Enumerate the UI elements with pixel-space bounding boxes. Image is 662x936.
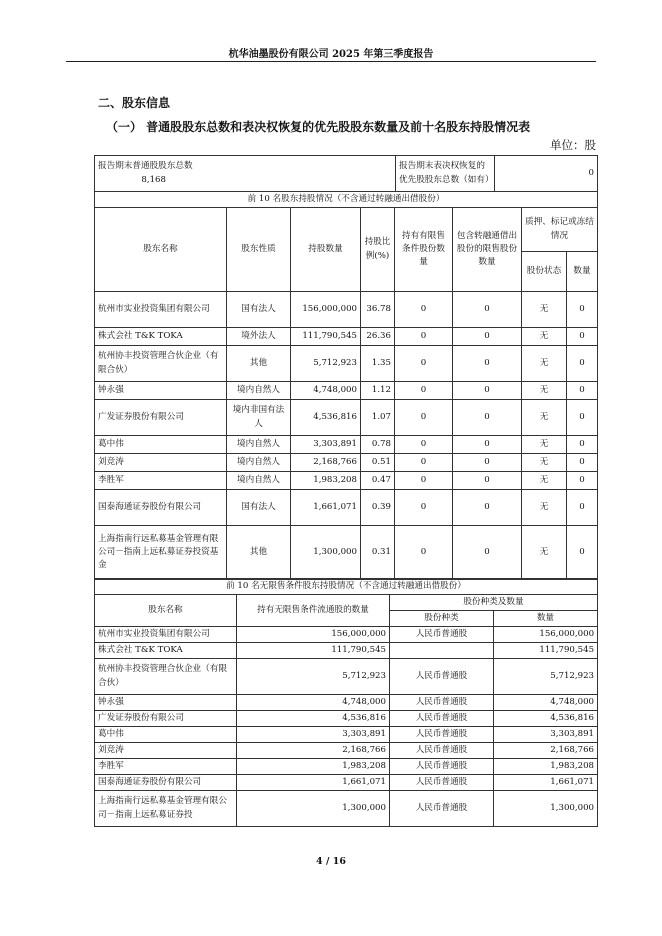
summary-value-preferred: 0 [495, 156, 598, 192]
pledge-status: 无 [522, 472, 567, 490]
pledge-status: 无 [522, 382, 567, 400]
shareholder-name: 葛中伟 [95, 436, 227, 454]
col-header-shares: 持股数量 [291, 208, 361, 292]
share-ratio: 36.78 [361, 292, 395, 328]
pledge-qty: 0 [567, 454, 598, 472]
restricted-shares: 0 [395, 472, 453, 490]
page-number: 4 / 16 [316, 856, 346, 867]
header-divider [66, 61, 596, 62]
pledge-qty: 0 [567, 400, 598, 436]
shareholder-name: 钟永强 [95, 382, 227, 400]
pledge-qty: 0 [567, 346, 598, 382]
share-amount: 1,300,000 [494, 791, 598, 827]
share-amount: 1,983,208 [494, 759, 598, 775]
share-count: 5,712,923 [291, 346, 361, 382]
share-ratio: 0.78 [361, 436, 395, 454]
table-row [95, 759, 598, 775]
lent-shares: 0 [453, 490, 522, 526]
pledge-status: 无 [522, 436, 567, 454]
share-ratio: 1.12 [361, 382, 395, 400]
col-header-type-group: 股份种类及数量 [390, 595, 598, 611]
table-row [95, 292, 598, 328]
shareholder-nature: 国有法人 [227, 490, 291, 526]
restricted-shares: 0 [395, 292, 453, 328]
unrestricted-shareholders-table [94, 578, 598, 827]
share-type [390, 643, 494, 659]
pledge-status: 无 [522, 346, 567, 382]
pledge-status: 无 [522, 454, 567, 472]
unrestricted-qty: 4,536,816 [237, 711, 390, 727]
share-count: 156,000,000 [291, 292, 361, 328]
col-header-nature: 股东性质 [227, 208, 291, 292]
shareholder-name: 葛中伟 [95, 727, 237, 743]
table-row [95, 328, 598, 346]
table-row [95, 436, 598, 454]
unrestricted-caption: 前 10 名无限售条件股东持股情况（不含通过转融通出借股份） [95, 579, 598, 595]
share-ratio: 0.31 [361, 526, 395, 580]
shareholder-name: 广发证券股份有限公司 [95, 400, 227, 436]
restricted-shares: 0 [395, 436, 453, 454]
shareholder-name: 李胜军 [95, 759, 237, 775]
pledge-status: 无 [522, 526, 567, 580]
shareholder-nature: 境内自然人 [227, 454, 291, 472]
share-ratio: 0.39 [361, 490, 395, 526]
lent-shares: 0 [453, 382, 522, 400]
col-header-name: 股东名称 [95, 208, 227, 292]
table-row [95, 382, 598, 400]
share-ratio: 1.35 [361, 346, 395, 382]
table-row [95, 727, 598, 743]
top10-shareholders-table [94, 191, 598, 580]
summary-label-common: 报告期末普通股股东总数8,168 [95, 156, 396, 192]
share-amount: 3,303,891 [494, 727, 598, 743]
pledge-qty: 0 [567, 526, 598, 580]
unrestricted-qty: 4,748,000 [237, 695, 390, 711]
table-row [95, 627, 598, 643]
shareholder-name: 杭州协丰投资管理合伙企业（有限合伙） [95, 659, 237, 695]
col-header-restricted: 持有有限售条件股份数量 [395, 208, 453, 292]
page-header: 杭华油墨股份有限公司 2025 年第三季度报告 [228, 49, 434, 60]
shareholder-nature: 境内自然人 [227, 472, 291, 490]
pledge-status: 无 [522, 292, 567, 328]
share-type: 人民币普通股 [390, 695, 494, 711]
col-header-unrestricted-qty: 持有无限售条件流通股的数量 [237, 595, 390, 627]
share-type: 人民币普通股 [390, 743, 494, 759]
unrestricted-qty: 3,303,891 [237, 727, 390, 743]
table-row [95, 643, 598, 659]
table-row [95, 526, 598, 580]
share-ratio: 0.47 [361, 472, 395, 490]
unrestricted-qty: 5,712,923 [237, 659, 390, 695]
lent-shares: 0 [453, 400, 522, 436]
pledge-qty: 0 [567, 382, 598, 400]
shareholder-nature: 境内非国有法人 [227, 400, 291, 436]
share-count: 4,536,816 [291, 400, 361, 436]
table-row [95, 400, 598, 436]
share-type: 人民币普通股 [390, 759, 494, 775]
restricted-shares: 0 [395, 382, 453, 400]
shareholder-name: 刘竞涛 [95, 743, 237, 759]
share-type: 人民币普通股 [390, 659, 494, 695]
share-amount: 2,168,766 [494, 743, 598, 759]
unrestricted-qty: 156,000,000 [237, 627, 390, 643]
table-row [95, 743, 598, 759]
pledge-status: 无 [522, 328, 567, 346]
unrestricted-qty: 1,300,000 [237, 791, 390, 827]
table-row [95, 454, 598, 472]
lent-shares: 0 [453, 472, 522, 490]
lent-shares: 0 [453, 526, 522, 580]
col-header-ratio: 持股比例(%) [361, 208, 395, 292]
share-amount: 4,748,000 [494, 695, 598, 711]
col-header-status: 股份状态 [522, 252, 567, 292]
col-header-amount: 数量 [494, 611, 598, 627]
top10-caption: 前 10 名股东持股情况（不含通过转融通出借股份） [95, 192, 598, 208]
summary-label-preferred: 报告期末表决权恢复的优先股股东总数（如有） [396, 156, 495, 192]
share-amount: 1,661,071 [494, 775, 598, 791]
pledge-status: 无 [522, 400, 567, 436]
restricted-shares: 0 [395, 328, 453, 346]
restricted-shares: 0 [395, 346, 453, 382]
shareholder-name: 上海指南行远私募基金管理有限公司－指南上远私募证券投资基金 [95, 526, 227, 580]
share-count: 1,300,000 [291, 526, 361, 580]
lent-shares: 0 [453, 292, 522, 328]
pledge-qty: 0 [567, 436, 598, 454]
col-header-type: 股份种类 [390, 611, 494, 627]
shareholder-name: 杭州市实业投资集团有限公司 [95, 627, 237, 643]
shareholder-name: 杭州协丰投资管理合伙企业（有限合伙） [95, 346, 227, 382]
shareholder-name: 株式会社 T&K TOKA [95, 328, 227, 346]
shareholder-nature: 国有法人 [227, 292, 291, 328]
table-row [95, 791, 598, 827]
share-amount: 111,790,545 [494, 643, 598, 659]
pledge-qty: 0 [567, 490, 598, 526]
shareholder-name: 国泰海通证券股份有限公司 [95, 775, 237, 791]
unrestricted-qty: 111,790,545 [237, 643, 390, 659]
shareholder-nature: 境内自然人 [227, 382, 291, 400]
share-ratio: 1.07 [361, 400, 395, 436]
summary-value-common: 8,168 [141, 174, 166, 185]
restricted-shares: 0 [395, 400, 453, 436]
share-count: 2,168,766 [291, 454, 361, 472]
shareholder-nature: 境外法人 [227, 328, 291, 346]
share-count: 4,748,000 [291, 382, 361, 400]
col-header-qty: 数量 [567, 252, 598, 292]
col-header-lent: 包含转融通借出股份的限售股份数量 [453, 208, 522, 292]
share-type: 人民币普通股 [390, 727, 494, 743]
share-type: 人民币普通股 [390, 791, 494, 827]
share-type: 人民币普通股 [390, 775, 494, 791]
table-row [95, 775, 598, 791]
lent-shares: 0 [453, 436, 522, 454]
restricted-shares: 0 [395, 454, 453, 472]
shareholder-name: 株式会社 T&K TOKA [95, 643, 237, 659]
share-count: 1,983,208 [291, 472, 361, 490]
unrestricted-qty: 1,983,208 [237, 759, 390, 775]
share-amount: 4,536,816 [494, 711, 598, 727]
share-type: 人民币普通股 [390, 711, 494, 727]
shareholder-name: 杭州市实业投资集团有限公司 [95, 292, 227, 328]
pledge-qty: 0 [567, 472, 598, 490]
unrestricted-qty: 2,168,766 [237, 743, 390, 759]
pledge-status: 无 [522, 490, 567, 526]
shareholder-name: 广发证券股份有限公司 [95, 711, 237, 727]
unrestricted-qty: 1,661,071 [237, 775, 390, 791]
share-count: 111,790,545 [291, 328, 361, 346]
shareholder-name: 刘竞涛 [95, 454, 227, 472]
table-row [95, 711, 598, 727]
shareholder-summary-table [94, 155, 598, 192]
share-count: 3,303,891 [291, 436, 361, 454]
shareholder-name: 李胜军 [95, 472, 227, 490]
section-title: 二、股东信息 [98, 96, 171, 110]
table-row [95, 346, 598, 382]
share-amount: 156,000,000 [494, 627, 598, 643]
share-ratio: 0.51 [361, 454, 395, 472]
share-count: 1,661,071 [291, 490, 361, 526]
share-ratio: 26.36 [361, 328, 395, 346]
lent-shares: 0 [453, 346, 522, 382]
pledge-qty: 0 [567, 292, 598, 328]
table-row [95, 490, 598, 526]
shareholder-nature: 其他 [227, 526, 291, 580]
unit-label: 单位：股 [550, 138, 596, 152]
col-header-pledge: 质押、标记或冻结情况 [522, 208, 598, 252]
share-amount: 5,712,923 [494, 659, 598, 695]
lent-shares: 0 [453, 328, 522, 346]
shareholder-nature: 境内自然人 [227, 436, 291, 454]
pledge-qty: 0 [567, 328, 598, 346]
col-header-name: 股东名称 [95, 595, 237, 627]
share-type: 人民币普通股 [390, 627, 494, 643]
restricted-shares: 0 [395, 490, 453, 526]
table-row [95, 472, 598, 490]
restricted-shares: 0 [395, 526, 453, 580]
subsection-title: （一） 普通股股东总数和表决权恢复的优先股股东数量及前十名股东持股情况表 [106, 120, 531, 134]
shareholder-name: 国泰海通证券股份有限公司 [95, 490, 227, 526]
table-row [95, 695, 598, 711]
shareholder-name: 钟永强 [95, 695, 237, 711]
table-row [95, 659, 598, 695]
shareholder-name: 上海指南行远私募基金管理有限公司－指南上远私募证券投 [95, 791, 237, 827]
lent-shares: 0 [453, 454, 522, 472]
shareholder-nature: 其他 [227, 346, 291, 382]
